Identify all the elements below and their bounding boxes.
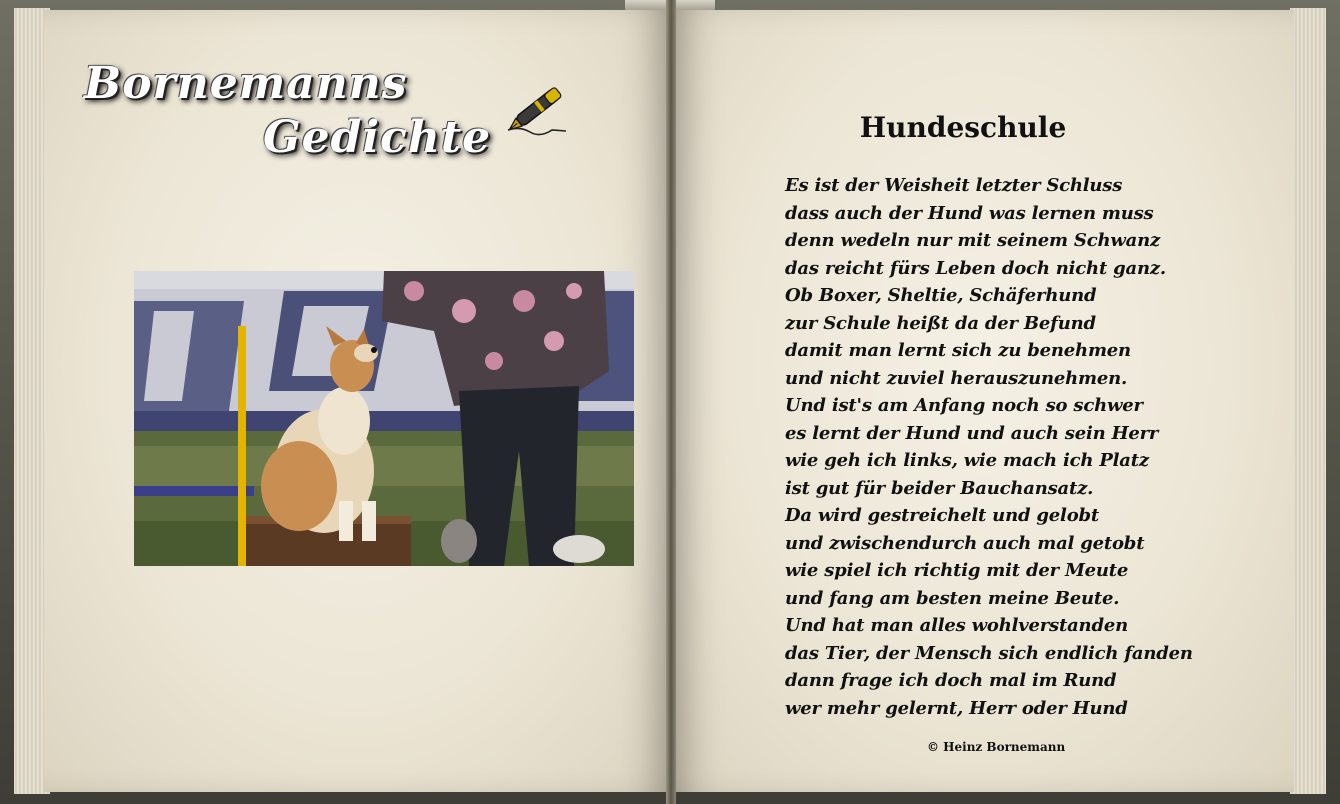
dog-training-photo [134, 271, 634, 566]
poem-line: Und ist's am Anfang noch so schwer [785, 395, 1143, 416]
poem-title: Hundeschule [859, 111, 1067, 144]
poem-line: es lernt der Hund und auch sein Herr [785, 422, 1159, 444]
poem-line: und fang am besten meine Beute. [785, 587, 1120, 609]
poem-line: zur Schule heißt da der Befund [785, 312, 1096, 334]
poem-line: das Tier, der Mensch sich endlich fanden [785, 642, 1193, 664]
right-page-edges [1290, 8, 1326, 794]
poem-line: Und hat man alles wohlverstanden [785, 615, 1128, 636]
poem-lines [785, 172, 1193, 722]
poem-line: wie geh ich links, wie mach ich Platz [785, 450, 1149, 471]
poem-line: Ob Boxer, Sheltie, Schäferhund [785, 285, 1097, 306]
fountain-pen-icon [500, 76, 580, 138]
poem-line: Es ist der Weisheit letzter Schluss [785, 175, 1123, 196]
logo-line-2: Gedichte [263, 112, 492, 163]
poem-line: ist gut für beider Bauchansatz. [785, 477, 1094, 499]
poem-line: und nicht zuviel herauszunehmen. [785, 367, 1128, 389]
logo-line-1: Bornemanns [84, 58, 408, 109]
poem-line: wer mehr gelernt, Herr oder Hund [785, 697, 1128, 719]
poem-line: damit man lernt sich zu benehmen [785, 340, 1131, 361]
poem-line: und zwischendurch auch mal getobt [785, 532, 1145, 554]
poem-line: das reicht fürs Leben doch nicht ganz. [785, 257, 1166, 279]
copyright-notice: © Heinz Bornemann [927, 740, 1066, 754]
poem-line: wie spiel ich richtig mit der Meute [785, 560, 1129, 581]
poem-line: denn wedeln nur mit seinem Schwanz [785, 230, 1161, 251]
poem-line: Da wird gestreichelt und gelobt [785, 505, 1099, 526]
poem-line: dass auch der Hund was lernen muss [785, 202, 1154, 224]
poem-line: dann frage ich doch mal im Rund [785, 670, 1117, 691]
